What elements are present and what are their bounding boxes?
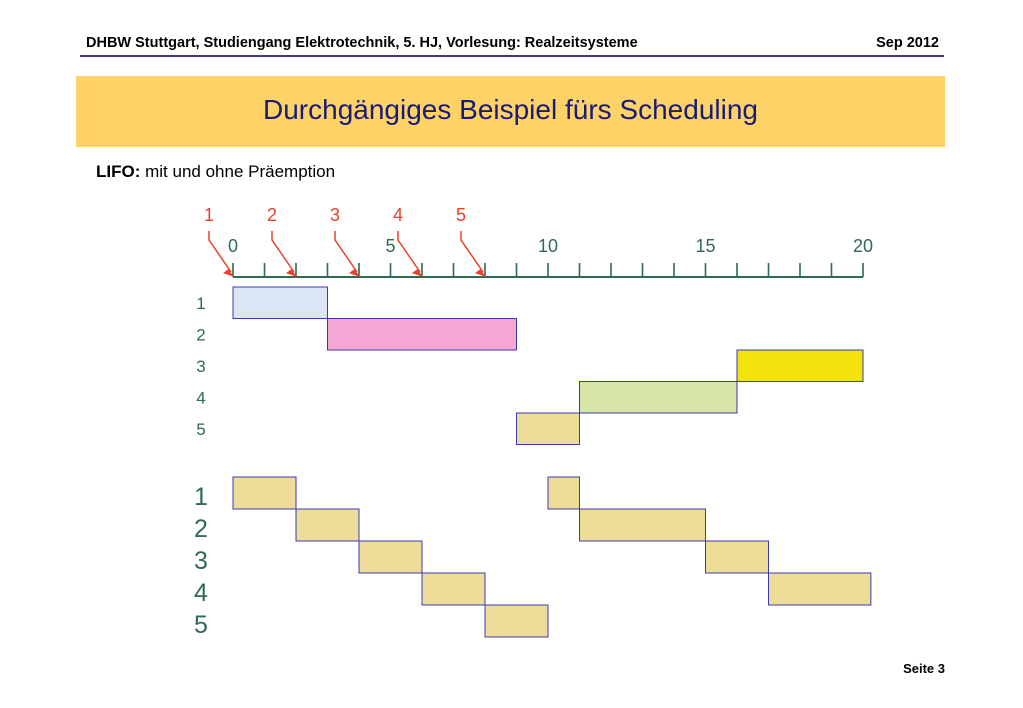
gantt-top-row-label: 4 (196, 388, 206, 408)
gantt-top-row-label: 2 (196, 325, 206, 345)
timeline-tick-label: 5 (385, 236, 396, 256)
gantt-top-bar (517, 413, 580, 445)
arrival-arrow (398, 231, 420, 272)
page-number: Seite 3 (903, 661, 945, 676)
header-date: Sep 2012 (876, 35, 939, 51)
arrival-arrow (335, 231, 357, 272)
gantt-top-bar (580, 382, 738, 414)
arrival-arrowhead (413, 270, 422, 276)
gantt-bottom-row-label: 1 (194, 483, 208, 511)
gantt-bottom-bar (580, 509, 706, 541)
timeline-tick-label: 20 (852, 236, 874, 256)
gantt-bottom-row-label: 4 (194, 579, 208, 607)
gantt-bottom-row-label: 2 (194, 515, 208, 543)
arrival-arrowhead (350, 270, 359, 276)
subtitle-bold: LIFO: (96, 162, 141, 181)
gantt-bottom-bar (485, 605, 548, 637)
gantt-bottom-bar (422, 573, 485, 605)
gantt-top-row-label: 1 (196, 294, 206, 313)
gantt-bottom-bar (769, 573, 871, 605)
gantt-bottom-row-label: 3 (194, 547, 208, 575)
gantt-bottom-bar (233, 477, 296, 509)
subtitle-rest: mit und ohne Präemption (140, 162, 336, 181)
gantt-preemptive (196, 287, 863, 445)
arrival-label: 4 (392, 205, 404, 225)
arrival-markers (204, 205, 485, 276)
gantt-bottom-bar (548, 477, 580, 509)
arrival-arrowhead (287, 270, 296, 276)
gantt-top-row-label: 3 (196, 357, 206, 376)
gantt-non-preemptive (194, 477, 871, 639)
gantt-top-bar (328, 319, 517, 351)
arrival-label: 5 (455, 205, 467, 225)
gantt-top-row-label: 5 (196, 420, 206, 439)
gantt-bottom-row-label: 5 (194, 611, 208, 639)
arrival-arrow (461, 231, 483, 272)
arrival-label: 1 (203, 205, 215, 225)
timeline (228, 236, 873, 277)
gantt-bottom-bar (296, 509, 359, 541)
slide-title: Durchgängiges Beispiel fürs Scheduling (263, 94, 758, 125)
gantt-bottom-bar (706, 541, 769, 573)
arrival-arrowhead (224, 270, 233, 276)
timeline-tick-label: 15 (695, 236, 716, 256)
gantt-bottom-bar (359, 541, 422, 573)
timeline-tick-label: 10 (537, 236, 559, 256)
arrival-label: 2 (266, 205, 278, 225)
timeline-tick-label: 0 (227, 236, 239, 256)
gantt-top-bar (233, 287, 328, 319)
arrival-arrowhead (476, 270, 485, 276)
gantt-top-bar (737, 350, 863, 382)
arrival-arrow (272, 231, 294, 272)
header-course-title: DHBW Stuttgart, Studiengang Elektrotechnik, 5. HJ, Vorlesung: Realzeitsysteme (86, 35, 638, 51)
arrival-label: 3 (329, 205, 341, 225)
